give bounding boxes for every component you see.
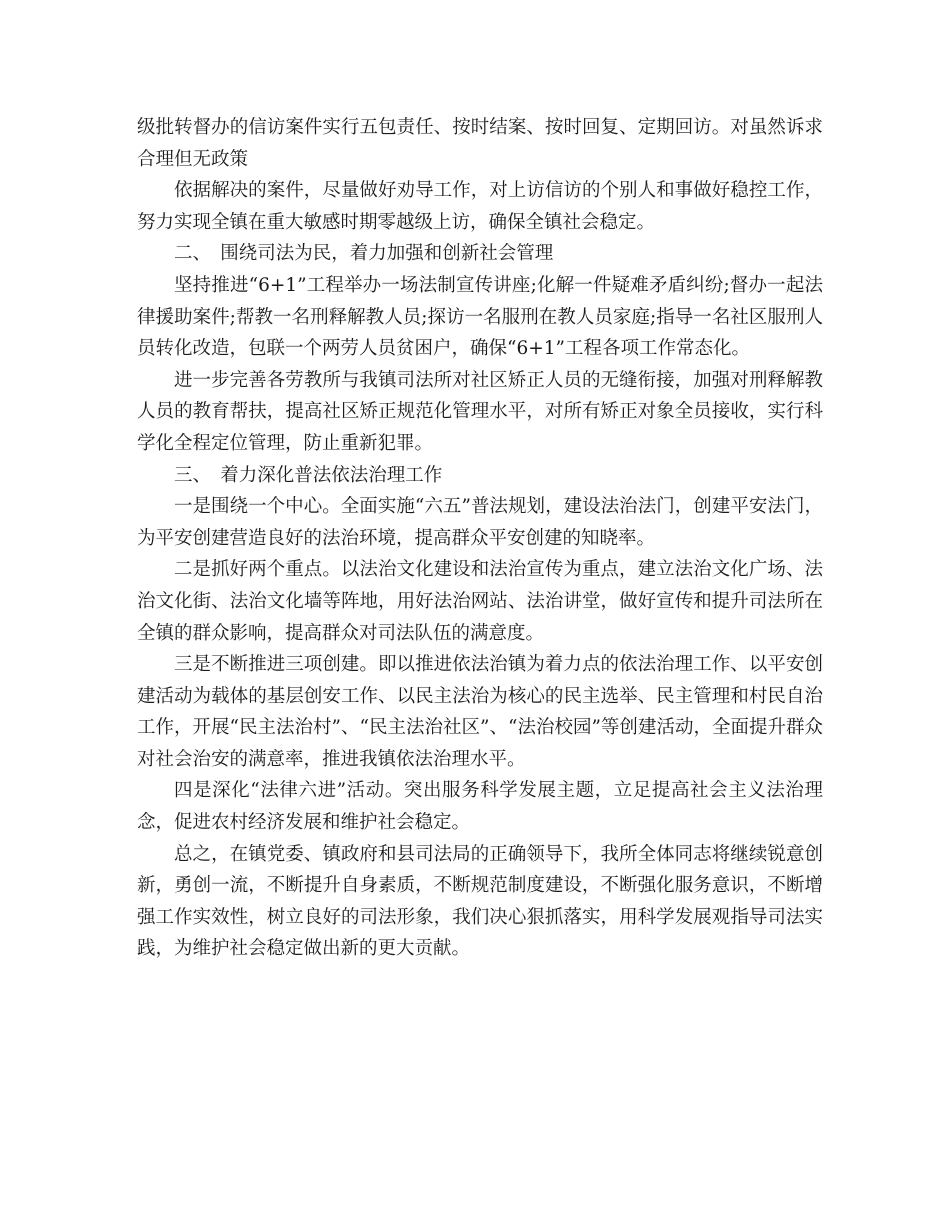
section-heading-two: 二、 围绕司法为民，着力加强和创新社会管理: [174, 243, 554, 265]
paragraph-petition-handling: 依据解决的案件，尽量做好劝导工作，对上访信访的个别人和事做好稳控工作，努力实现全镇在重大敏感时期零越级上访，确保全镇社会稳定。: [137, 180, 823, 233]
paragraph-three-creation: 三是不断推进三项创建。即以推进依法治镇为着力点的依法治理工作、以平安创建活动为载体的基层创安工作、以民主法治为核心的民主选举、民主管理和村民自治工作，开展“民主法治村”、“民主法治社区”、“法治校园”等创建活动，全面提升群众对社会治安的满意率，推进我镇依法治理水平。: [137, 654, 823, 770]
paragraph-community-correction: 进一步完善各劳教所与我镇司法所对社区矫正人员的无缝衔接，加强对刑释解教人员的教育帮扶，提高社区矫正规范化管理水平，对所有矫正对象全员接收，实行科学化全程定位管理，防止重新犯罪。: [137, 369, 823, 454]
paragraph-continuation: 级批转督办的信访案件实行五包责任、按时结案、按时回复、定期回访。对虽然诉求合理但无政策: [137, 117, 823, 170]
paragraph-two-focus: 二是抓好两个重点。以法治文化建设和法治宣传为重点，建立法治文化广场、法治文化街、法治文化墙等阵地，用好法治网站、法治讲堂，做好宣传和提升司法所在全镇的群众影响，提高群众对司法队伍的满意度。: [137, 559, 823, 644]
paragraph-conclusion: 总之，在镇党委、镇政府和县司法局的正确领导下，我所全体同志将继续锐意创新，勇创一流，不断提升自身素质，不断规范制度建设，不断强化服务意识，不断增强工作实效性，树立良好的司法形象，我们决心狠抓落实，用科学发展观指导司法实践，为维护社会稳定做出新的更大贡献。: [137, 843, 823, 960]
paragraph-six-plus-one: 坚持推进“6+1”工程举办一场法制宣传讲座;化解一件疑难矛盾纠纷;督办一起法律援助案件;帮教一名刑释解教人员;探访一名服刑在教人员家庭;指导一名社区服刑人员转化改造，包联一个两劳人员贫困户，确保“6+1”工程各项工作常态化。: [137, 274, 823, 360]
paragraph-one-center: 一是围绕一个中心。全面实施“六五”普法规划，建设法治法门，创建平安法门，为平安创建营造良好的法治环境，提高群众平安创建的知晓率。: [137, 496, 823, 549]
section-heading-three: 三、 着力深化普法依法治理工作: [174, 464, 443, 486]
paragraph-six-entries: 四是深化“法律六进”活动。突出服务科学发展主题，立足提高社会主义法治理念，促进农村经济发展和维护社会稳定。: [137, 780, 823, 834]
document-body: [137, 112, 823, 965]
